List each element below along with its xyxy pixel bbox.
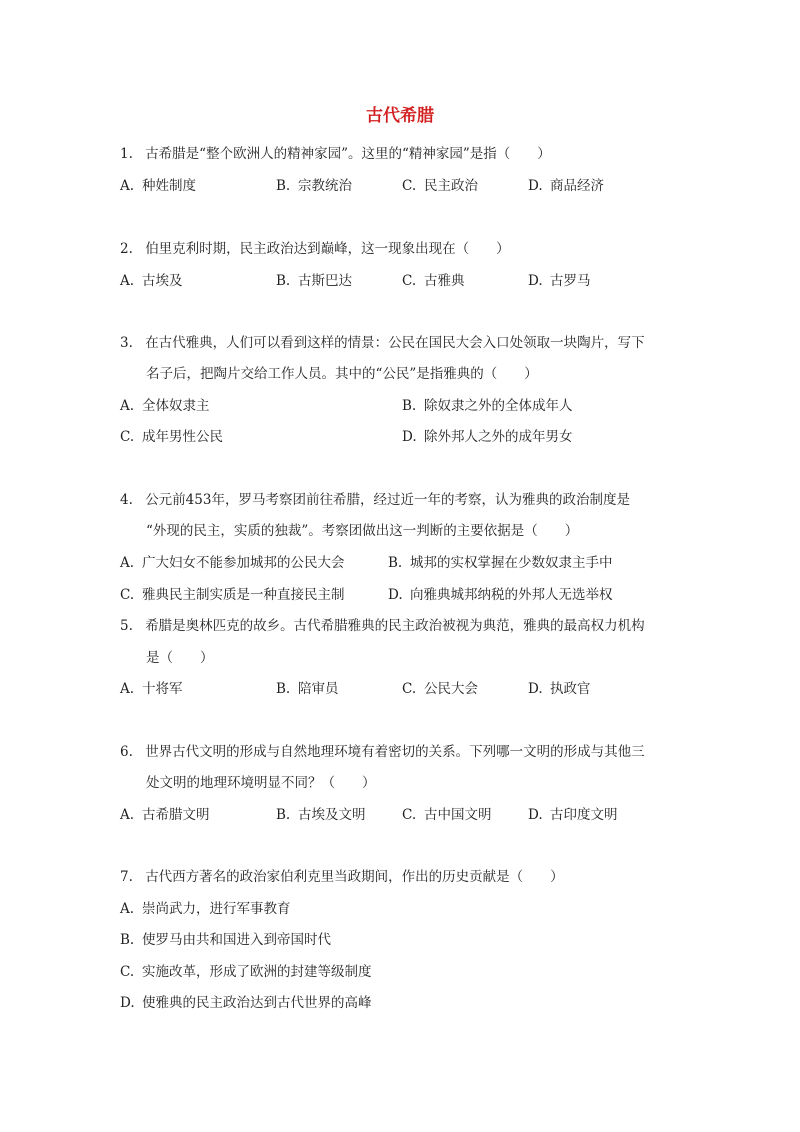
option-text: 古埃及文明 — [298, 807, 366, 823]
option-text: 雅典民主制实质是一种直接民主制 — [142, 587, 345, 603]
option-letter: A. — [120, 807, 135, 823]
option-letter: C. — [120, 587, 135, 603]
question-stem — [120, 616, 645, 636]
option-text: 古罗马 — [550, 273, 591, 289]
option-letter: D. — [388, 587, 403, 603]
option-d — [402, 427, 573, 447]
option-text: 崇尚武力，进行军事教育 — [142, 901, 291, 917]
option-letter: C. — [402, 807, 417, 823]
option-text: 广大妇女不能参加城邦的公民大会 — [142, 555, 345, 571]
option-c — [120, 585, 345, 605]
option-letter: A. — [120, 555, 135, 571]
question-stem — [120, 490, 630, 510]
question-text: 伯里克利时期，民主政治达到巅峰，这一现象出现在（ ） — [145, 241, 510, 257]
question-text: 公元前453年，罗马考察团前往希腊，经过近一年的考察，认为雅典的政治制度是 — [145, 492, 630, 508]
option-b — [388, 553, 613, 573]
option-letter: A. — [120, 681, 135, 697]
question-number: 1. — [120, 146, 133, 162]
question-text: 世界古代文明的形成与自然地理环境有着密切的关系。下列哪一文明的形成与其他三 — [145, 744, 645, 760]
option-letter: C. — [402, 273, 417, 289]
question-number: 3. — [120, 335, 133, 351]
option-text: 古中国文明 — [424, 807, 492, 823]
option-letter: D. — [120, 995, 135, 1011]
question-stem — [120, 144, 551, 164]
option-letter: D. — [528, 807, 543, 823]
option-text: 古雅典 — [424, 273, 465, 289]
option-letter: D. — [528, 178, 543, 194]
option-letter: B. — [120, 932, 135, 948]
option-letter: A. — [120, 901, 135, 917]
question-text-continued: 是（ ） — [146, 650, 214, 666]
option-letter: B. — [276, 807, 291, 823]
option-letter: C. — [402, 681, 417, 697]
question-number: 6. — [120, 744, 133, 760]
option-a — [120, 679, 183, 699]
option-a — [120, 553, 345, 573]
question-number: 5. — [120, 618, 133, 634]
option-d — [528, 679, 591, 699]
page-title: 古代希腊 — [366, 106, 434, 126]
option-letter: A. — [120, 273, 135, 289]
option-letter: D. — [528, 681, 543, 697]
option-text: 古斯巴达 — [298, 273, 352, 289]
option-letter: B. — [276, 681, 291, 697]
option-a — [120, 176, 196, 196]
question-text: 古希腊是“整个欧洲人的精神家园”。这里的“精神家园”是指（ ） — [145, 146, 551, 162]
option-text: 宗教统治 — [298, 178, 352, 194]
option-c — [402, 679, 478, 699]
option-text: 实施改革，形成了欧洲的封建等级制度 — [142, 964, 372, 980]
option-text: 古希腊文明 — [142, 807, 210, 823]
option-d — [528, 176, 604, 196]
option-d — [528, 805, 618, 825]
option-b — [402, 396, 573, 416]
option-a — [120, 396, 210, 416]
option-c — [120, 962, 372, 982]
option-text: 执政官 — [550, 681, 591, 697]
option-c — [402, 805, 492, 825]
option-text: 民主政治 — [424, 178, 478, 194]
question-text-continued: 处文明的地理环境明显不同？（ ） — [146, 775, 376, 791]
option-d — [388, 585, 613, 605]
option-text: 古印度文明 — [550, 807, 618, 823]
option-text: 商品经济 — [550, 178, 604, 194]
question-text-continued: 名子后，把陶片交给工作人员。其中的“公民”是指雅典的（ ） — [146, 366, 538, 382]
option-letter: C. — [120, 429, 135, 445]
option-b — [120, 930, 331, 950]
question-text: 古代西方著名的政治家伯利克里当政期间，作出的历史贡献是（ ） — [145, 869, 564, 885]
question-number: 2. — [120, 241, 133, 257]
option-text: 公民大会 — [424, 681, 478, 697]
question-text: 在古代雅典，人们可以看到这样的情景：公民在国民大会入口处领取一块陶片，写下 — [145, 335, 645, 351]
option-text: 使罗马由共和国进入到帝国时代 — [142, 932, 331, 948]
question-stem — [120, 239, 510, 259]
option-d — [528, 271, 591, 291]
option-text: 城邦的实权掌握在少数奴隶主手中 — [410, 555, 613, 571]
option-text: 成年男性公民 — [142, 429, 223, 445]
option-letter: D. — [528, 273, 543, 289]
option-letter: A. — [120, 178, 135, 194]
question-stem — [120, 867, 564, 887]
option-letter: C. — [402, 178, 417, 194]
option-text: 使雅典的民主政治达到古代世界的高峰 — [142, 995, 372, 1011]
question-text: 希腊是奥林匹克的故乡。古代希腊雅典的民主政治被视为典范，雅典的最高权力机构 — [145, 618, 645, 634]
option-a — [120, 899, 291, 919]
option-text: 古埃及 — [142, 273, 183, 289]
option-letter: D. — [402, 429, 417, 445]
question-number: 4. — [120, 492, 133, 508]
option-text: 向雅典城邦纳税的外邦人无选举权 — [410, 587, 613, 603]
option-text: 陪审员 — [298, 681, 339, 697]
option-c — [402, 271, 465, 291]
option-letter: B. — [276, 273, 291, 289]
option-b — [276, 805, 366, 825]
option-a — [120, 271, 183, 291]
question-stem — [120, 333, 645, 353]
question-number: 7. — [120, 869, 133, 885]
option-text: 除外邦人之外的成年男女 — [424, 429, 573, 445]
option-b — [276, 271, 352, 291]
option-b — [276, 176, 352, 196]
question-text-continued: “外现的民主，实质的独裁”。考察团做出这一判断的主要依据是（ ） — [146, 523, 579, 539]
option-b — [276, 679, 339, 699]
option-letter: B. — [402, 398, 417, 414]
option-c — [120, 427, 223, 447]
option-d — [120, 993, 372, 1013]
option-text: 十将军 — [142, 681, 183, 697]
option-text: 种姓制度 — [142, 178, 196, 194]
question-stem — [120, 742, 645, 762]
option-a — [120, 805, 210, 825]
option-letter: B. — [276, 178, 291, 194]
option-letter: A. — [120, 398, 135, 414]
option-letter: C. — [120, 964, 135, 980]
option-text: 除奴隶之外的全体成年人 — [424, 398, 573, 414]
option-c — [402, 176, 478, 196]
option-text: 全体奴隶主 — [142, 398, 210, 414]
option-letter: B. — [388, 555, 403, 571]
